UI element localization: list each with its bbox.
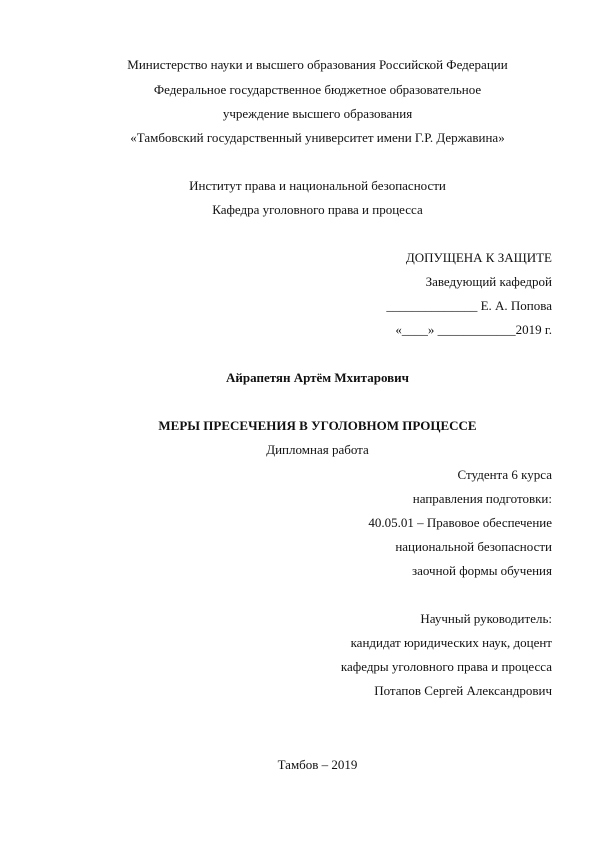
approval-title: ДОПУЩЕНА К ЗАЩИТЕ (405, 250, 552, 265)
author-name: Айрапетян Артём Мхитарович (226, 370, 409, 385)
institution-type-line-1: Федеральное государственное бюджетное образовательное (153, 82, 482, 97)
student-course: Студента 6 курса (457, 467, 552, 482)
work-title: МЕРЫ ПРЕСЕЧЕНИЯ В УГОЛОВНОМ ПРОЦЕССЕ (158, 418, 477, 433)
supervisor-label: Научный руководитель: (420, 611, 552, 626)
work-type: Дипломная работа (266, 442, 369, 457)
institute-name: Институт права и национальной безопасности (189, 178, 446, 193)
ministry-line: Министерство науки и высшего образования Российской Федерации (127, 57, 508, 72)
chair-name: Кафедра уголовного права и процесса (212, 202, 423, 217)
direction-name: национальной безопасности (395, 539, 552, 554)
direction-label: направления подготовки: (412, 491, 552, 506)
approval-date-line: «____» ____________2019 г. (395, 322, 552, 337)
approval-role: Заведующий кафедрой (425, 274, 552, 289)
study-form: заочной формы обучения (411, 563, 552, 578)
approval-signature-line: ______________ Е. А. Попова (386, 298, 552, 313)
supervisor-degree: кандидат юридических наук, доцент (350, 635, 552, 650)
institution-type-line-2: учреждение высшего образования (222, 106, 413, 121)
direction-code: 40.05.01 – Правовое обеспечение (368, 515, 552, 530)
university-name: «Тамбовский государственный университет имени Г.Р. Державина» (130, 130, 505, 145)
city-year: Тамбов – 2019 (277, 757, 358, 772)
supervisor-name: Потапов Сергей Александрович (374, 683, 552, 698)
supervisor-chair: кафедры уголовного права и процесса (340, 659, 552, 674)
